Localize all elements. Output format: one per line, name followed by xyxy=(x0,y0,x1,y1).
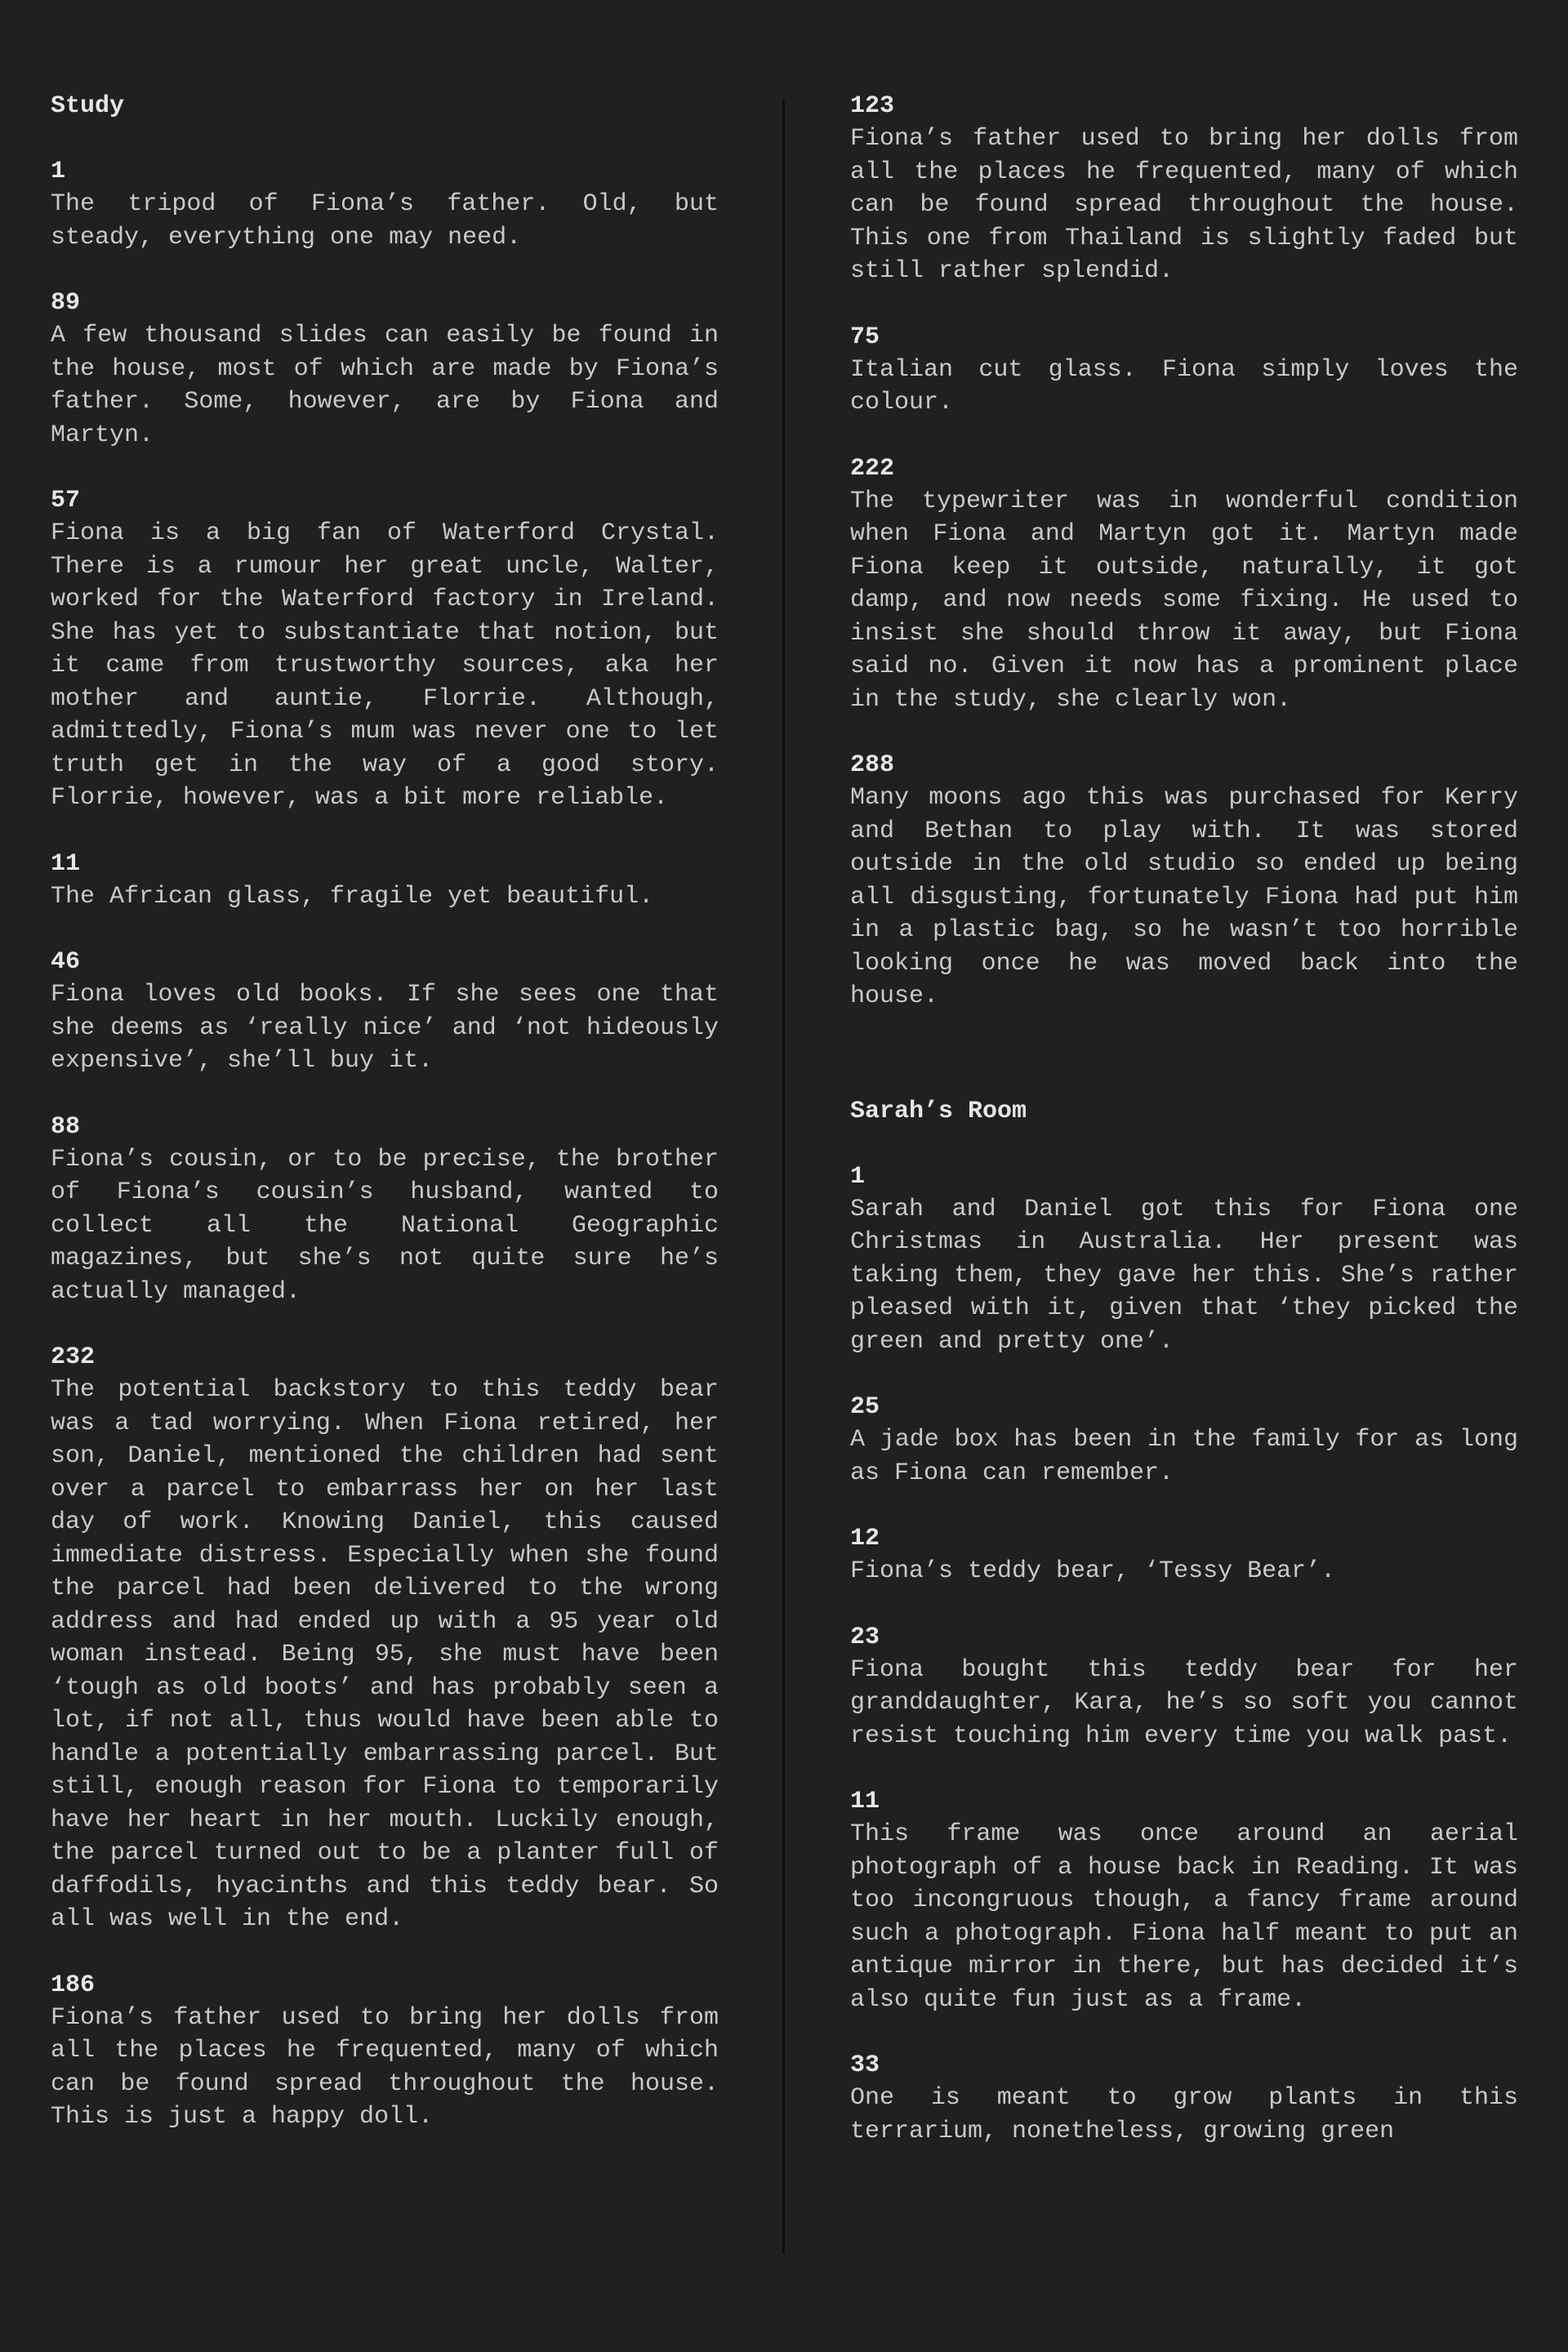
entry-text: The typewriter was in wonderful condition when Fiona and Martyn got it. Martyn made Fiona keep it outside, naturally, it got damp, and now needs some fixing. He used to insist she should throw it away, but Fiona said no. Given it now has a prominent place in the study, she clearly won. xyxy=(850,487,1518,714)
entry-number: 186 xyxy=(51,1971,96,1999)
entry-number: 88 xyxy=(51,1112,81,1141)
entry-text: Fiona is a big fan of Waterford Crystal. There is a rumour her great uncle, Walter, worked for the Waterford factory in Ireland. She has yet to substantiate that notion, but it came from trustworthy sources, aka her mother and auntie, Florrie. Although, admittedly, Fiona’s mum was never one to let truth get in the way of a good story. Florrie, however, was a bit more reliable. xyxy=(51,519,719,812)
entry xyxy=(850,1160,1518,1359)
entry-text: Fiona bought this teddy bear for her granddaughter, Kara, he’s so soft you cannot resist touching him every time you walk past. xyxy=(850,1655,1518,1750)
entry-number: 46 xyxy=(51,948,81,976)
entry-number: 288 xyxy=(850,751,895,779)
entry xyxy=(51,1969,719,2134)
entry-text: Fiona’s cousin, or to be precise, the brother of Fiona’s cousin’s husband, wanted to collect all the National Geographic magazines, but she’s not quite sure he’s actually managed. xyxy=(51,1145,719,1306)
entry-text: The tripod of Fiona’s father. Old, but steady, everything one may need. xyxy=(51,190,719,252)
entry xyxy=(51,155,719,254)
entry-text: A jade box has been in the family for as long as Fiona can remember. xyxy=(850,1426,1518,1487)
entry-number: 1 xyxy=(850,1162,866,1191)
entry-number: 1 xyxy=(51,158,66,185)
entry xyxy=(51,484,719,815)
entry xyxy=(850,1391,1518,1490)
entry-number: 11 xyxy=(51,849,81,878)
entry-text: This frame was once around an aerial photograph of a house back in Reading. It was too incongruous though, a fancy frame around such a photograph. Fiona half meant to put an antique mirror in there, but has decided it’s also quite fun just as a frame. xyxy=(850,1820,1518,2014)
entry-text: A few thousand slides can easily be found in the house, most of which are made by Fiona’s father. Some, however, are by Fiona and Martyn. xyxy=(51,322,719,449)
entry xyxy=(51,287,719,452)
entry xyxy=(850,1522,1518,1588)
entry-number: 222 xyxy=(850,454,895,483)
section-title-study: Study xyxy=(51,92,125,120)
entry xyxy=(51,848,719,914)
entry-text: Sarah and Daniel got this for Fiona one Christmas in Australia. Her present was taking them, they gave her this. She’s rather pleased with it, given that ‘they picked the green and pretty one’. xyxy=(850,1195,1518,1356)
entry xyxy=(51,1111,719,1309)
entry xyxy=(850,452,1518,717)
entry-text: Fiona’s teddy bear, ‘Tessy Bear’. xyxy=(850,1557,1336,1585)
entry-number: 12 xyxy=(850,1525,880,1552)
entry-number: 75 xyxy=(850,323,880,351)
entry xyxy=(51,1341,719,1936)
entry-text: Fiona’s father used to bring her dolls from all the places he frequented, many of which can be found spread throughout the house. This one from Thailand is slightly faded but still rather splendid. xyxy=(850,125,1518,285)
entry-text: Many moons ago this was purchased for Kerry and Bethan to play with. It was stored outside in the old studio so ended up being all disgusting, fortunately Fiona had put him in a plastic bag, so he wasn’t too horrible looking once he was moved back into the house. xyxy=(850,784,1518,1010)
entry xyxy=(51,946,719,1078)
entry xyxy=(850,90,1518,288)
right-column xyxy=(850,90,1518,2180)
entry xyxy=(850,749,1518,1013)
entry xyxy=(850,2049,1518,2148)
entry-number: 123 xyxy=(850,92,895,120)
entry-number: 23 xyxy=(850,1623,880,1651)
column-divider xyxy=(782,100,785,2254)
left-column xyxy=(51,90,719,2167)
entry-number: 89 xyxy=(51,289,81,317)
entry-text: Fiona’s father used to bring her dolls from all the places he frequented, many of which can be found spread throughout the house. This is just a happy doll. xyxy=(51,2003,719,2131)
entry-text: Italian cut glass. Fiona simply loves the colour. xyxy=(850,355,1518,416)
entry xyxy=(850,1785,1518,2016)
entry xyxy=(850,1621,1518,1753)
entry-number: 25 xyxy=(850,1393,880,1421)
entry-number: 57 xyxy=(51,487,81,514)
entry xyxy=(850,321,1518,420)
entry-text: Fiona loves old books. If she sees one that she deems as ‘really nice’ and ‘not hideously expensive’, she’ll buy it. xyxy=(51,981,719,1075)
section-title-sarahs-room: Sarah’s Room xyxy=(850,1097,1027,1125)
entry-number: 33 xyxy=(850,2051,880,2079)
entry-text: The African glass, fragile yet beautiful. xyxy=(51,882,654,911)
entry-text: The potential backstory to this teddy bear was a tad worrying. When Fiona retired, her son, Daniel, mentioned the children had sent over a parcel to embarrass her on her last day of work. Knowing Daniel, this caused immediate distress. Especially when she found the parcel had been delivered to the wrong address and had ended up with a 95 year old woman instead. Being 95, she must have been ‘tough as old boots’ and has probably seen a lot, if not all, thus would have been able to handle a potentially embarrassing parcel. But still, enough reason for Fiona to temporarily have her heart in her mouth. Luckily enough, the parcel turned out to be a planter full of daffodils, hyacinths and this teddy bear. So all was well in the end. xyxy=(51,1376,719,1933)
entry-text: One is meant to grow plants in this terrarium, nonetheless, growing green xyxy=(850,2084,1518,2145)
entry-number: 232 xyxy=(51,1343,96,1371)
entry-number: 11 xyxy=(850,1788,880,1815)
section-gap xyxy=(850,1046,1518,1095)
